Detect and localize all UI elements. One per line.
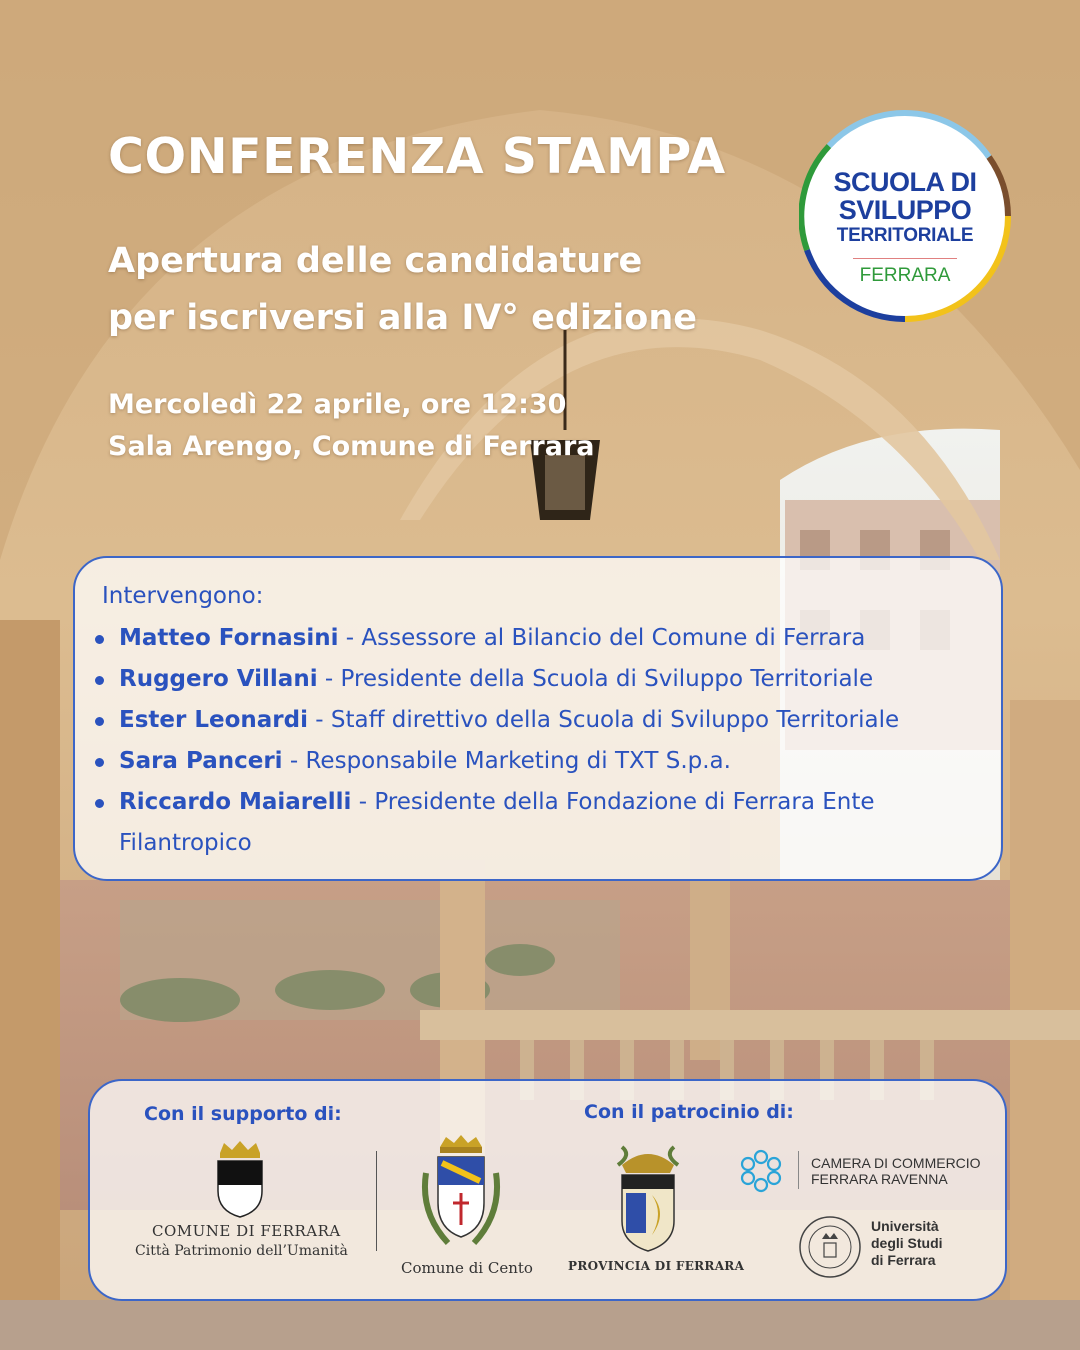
bullet-icon [95, 799, 104, 808]
subtitle [108, 233, 697, 347]
speaker-item [95, 782, 995, 864]
event-venue: Sala Arengo, Comune di Ferrara [108, 431, 595, 462]
logo-line-2: SVILUPPO [838, 195, 972, 225]
support-heading: Con il supporto di: [144, 1103, 342, 1125]
university-name [871, 1218, 943, 1269]
cento-name: Comune di Cento [401, 1259, 533, 1277]
speaker-role: - Presidente della Scuola di Sviluppo Territoriale [317, 666, 874, 692]
page-title: CONFERENZA STAMPA [108, 128, 726, 185]
ferrara-name: COMUNE DI FERRARA [152, 1222, 341, 1240]
speaker-item [95, 741, 995, 782]
speaker-name: Riccardo Maiarelli [119, 789, 352, 815]
bullet-icon [95, 717, 104, 726]
sponsors-panel [88, 1079, 1007, 1301]
logo-city: FERRARA [859, 265, 951, 286]
bullet-icon [95, 676, 104, 685]
university-seal-icon [798, 1215, 862, 1279]
speaker-role: - Responsabile Marketing di TXT S.p.a. [282, 748, 731, 774]
uni-line-3: di Ferrara [871, 1252, 936, 1268]
speaker-item [95, 618, 995, 659]
speaker-item [95, 700, 995, 741]
camera-line-1: CAMERA DI COMMERCIO [811, 1155, 981, 1171]
event-info [108, 384, 595, 468]
school-logo [799, 110, 1011, 322]
uni-line-1: Università [871, 1218, 939, 1234]
camera-line-2: FERRARA RAVENNA [811, 1171, 948, 1187]
logo-divider [853, 258, 957, 259]
bullet-icon [95, 635, 104, 644]
speakers-heading: Intervengono: [102, 583, 264, 609]
speaker-role: - Assessore al Bilancio del Comune di Ferrara [338, 625, 866, 651]
bullet-icon [95, 758, 104, 767]
speakers-list [95, 618, 995, 864]
subtitle-line-2: per iscriversi alla IV° edizione [108, 298, 697, 338]
camera-commercio-name [811, 1155, 981, 1187]
speaker-name: Sara Panceri [119, 748, 283, 774]
uni-line-2: degli Studi [871, 1235, 943, 1251]
speaker-name: Ester Leonardi [119, 707, 308, 733]
sponsor-divider [376, 1151, 377, 1251]
camera-divider [798, 1151, 799, 1189]
ferrara-motto: Città Patrimonio dell’Umanità [135, 1243, 348, 1259]
subtitle-line-1: Apertura delle candidature [108, 241, 643, 281]
patronage-heading: Con il patrocinio di: [584, 1101, 794, 1123]
provincia-name: PROVINCIA DI FERRARA [568, 1259, 745, 1273]
logo-line-3: TERRITORIALE [836, 225, 974, 246]
speaker-role: - Staff direttivo della Scuola di Sviluppo Territoriale [308, 707, 900, 733]
speaker-name: Matteo Fornasini [119, 625, 339, 651]
cento-crest-icon [418, 1133, 504, 1253]
camera-commercio-logo-icon [738, 1147, 784, 1193]
event-datetime: Mercoledì 22 aprile, ore 12:30 [108, 389, 567, 420]
speaker-role: - Presidente della Fondazione di Ferrara Ente Filantropico [119, 789, 875, 856]
speaker-name: Ruggero Villani [119, 666, 318, 692]
speaker-item [95, 659, 995, 700]
ferrara-crest-icon [214, 1141, 266, 1219]
logo-line-1: SCUOLA DI [833, 167, 977, 197]
speakers-panel [73, 556, 1003, 881]
provincia-crest-icon [612, 1143, 684, 1253]
